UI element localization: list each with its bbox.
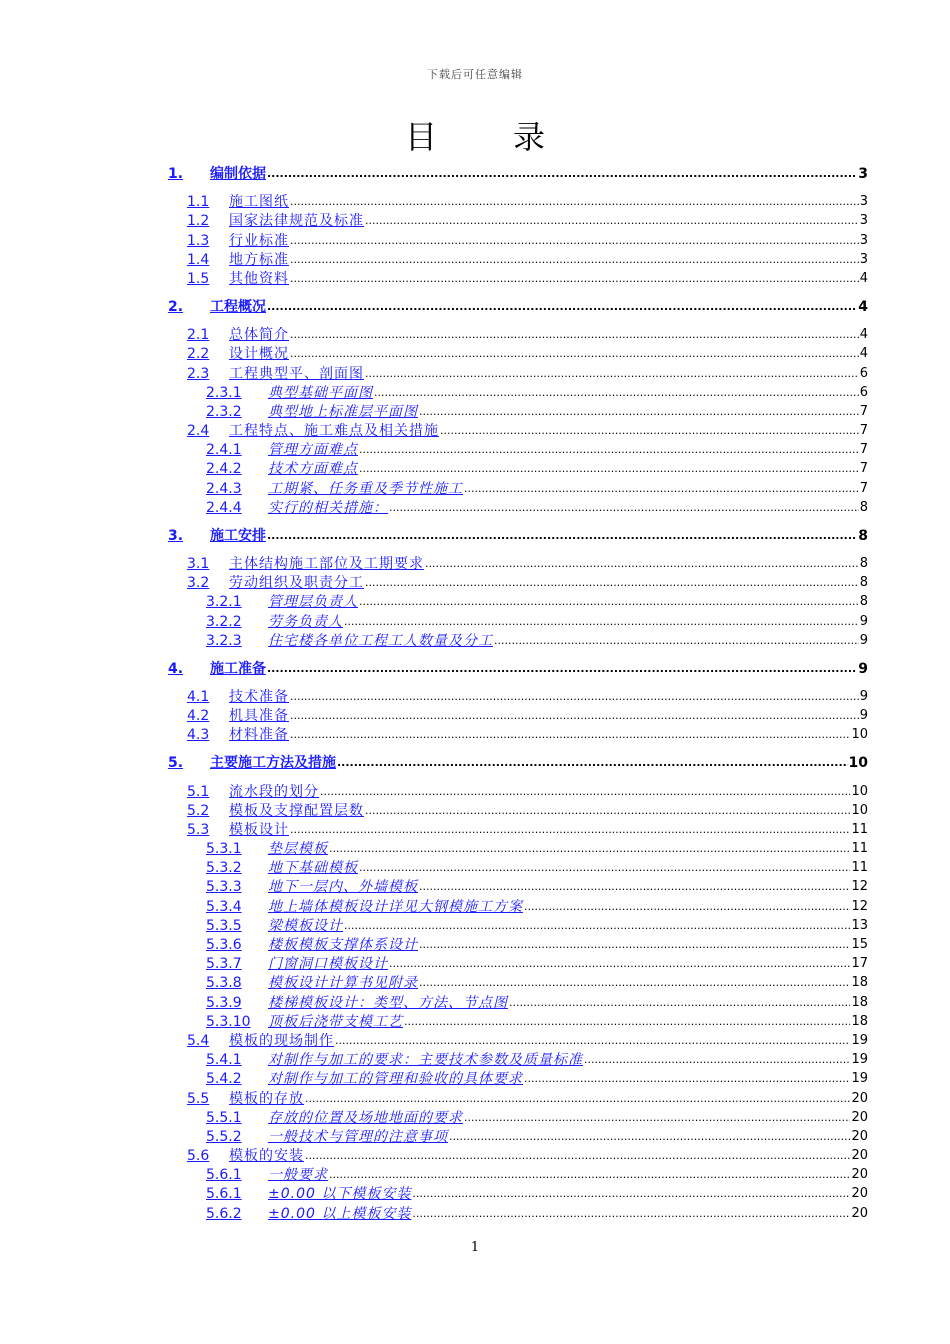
toc-dot-leader (404, 1013, 850, 1031)
toc-entry-number[interactable]: 2.4.2 (206, 461, 242, 478)
toc-entry[interactable] (168, 1069, 868, 1088)
toc-entry-page: 19 (851, 1032, 868, 1048)
toc-entry-title[interactable]: 其他资料 (229, 270, 289, 287)
toc-entry-page: 18 (851, 975, 868, 991)
toc-dot-leader (584, 1051, 850, 1069)
toc-entry-page: 11 (851, 860, 868, 876)
toc-dot-leader (267, 527, 857, 545)
toc-entry-page: 4 (859, 270, 868, 286)
toc-entry[interactable] (168, 164, 868, 183)
toc-entry-page: 12 (851, 898, 868, 914)
toc-entry-number[interactable]: 5.4.2 (206, 1071, 242, 1088)
toc-entry-page: 10 (851, 727, 868, 743)
toc-entry-title[interactable]: 流水段的划分 (229, 783, 319, 800)
toc-dot-leader (290, 345, 859, 363)
toc-entry[interactable] (168, 877, 868, 896)
toc-entry[interactable] (168, 478, 868, 497)
title-char-2: 录 (513, 118, 546, 156)
toc-entry-number[interactable]: 4. (168, 660, 184, 677)
toc-dot-leader (524, 898, 850, 916)
page-header: 下载后可任意编辑 (427, 68, 523, 81)
toc-dot-leader (419, 403, 859, 421)
toc-entry-number[interactable]: 5.5 (187, 1090, 210, 1107)
toc-entry-number[interactable]: 5.5.2 (206, 1128, 242, 1145)
page-number: 1 (470, 1240, 480, 1255)
toc-entry-title[interactable]: 模板设计计算书见附录 (268, 975, 418, 992)
toc-dot-leader (440, 422, 859, 440)
toc-entry-number[interactable]: 5.3.2 (206, 860, 242, 877)
toc-entry-page: 20 (851, 1148, 868, 1164)
toc-entry-number[interactable]: 5.3.7 (206, 956, 242, 973)
toc-entry[interactable] (168, 1050, 868, 1069)
toc-entry-title[interactable]: 技术方面难点 (268, 461, 358, 478)
toc-dot-leader (419, 878, 850, 896)
toc-dot-leader (267, 298, 857, 316)
toc-entry-page: 20 (851, 1090, 868, 1106)
toc-entry[interactable] (168, 753, 868, 772)
toc-entry-title[interactable]: 模板的存放 (229, 1090, 304, 1107)
toc-entry[interactable] (168, 363, 868, 382)
toc-dot-leader (267, 660, 857, 678)
toc-entry-title[interactable]: 存放的位置及场地地面的要求 (268, 1109, 463, 1126)
toc-entry-page: 18 (851, 994, 868, 1010)
toc-entry[interactable] (168, 706, 868, 725)
toc-entry[interactable] (168, 973, 868, 992)
toc-entry-number[interactable]: 4.2 (187, 708, 210, 725)
toc-entry-page: 15 (851, 937, 868, 952)
toc-entry-number[interactable]: 5.6.2 (206, 1205, 242, 1222)
toc-entry-title[interactable]: 一般要求 (268, 1167, 328, 1184)
toc-entry-page: 7 (859, 423, 868, 439)
toc-entry[interactable] (168, 954, 868, 973)
toc-entry-number[interactable]: 5.3.3 (206, 879, 242, 896)
toc-dot-leader (464, 1109, 850, 1127)
toc-entry-title[interactable]: ±0.00 以上模板安装 (268, 1205, 412, 1222)
toc-entry[interactable] (168, 935, 868, 954)
toc-dot-leader (337, 754, 848, 772)
toc-entry[interactable] (168, 498, 868, 517)
toc-entry-title[interactable]: 主体结构施工部位及工期要求 (229, 556, 424, 572)
toc-entry-number[interactable]: 3.2.3 (206, 632, 242, 649)
toc-entry-title[interactable]: 管理层负责人 (268, 594, 358, 611)
toc-dot-leader (290, 726, 850, 744)
toc-entry-number[interactable]: 5.3.10 (206, 1013, 251, 1030)
toc-dot-leader (290, 707, 859, 725)
toc-entry-page: 18 (851, 1013, 868, 1029)
toc-entry-title[interactable]: 总体简介 (229, 327, 289, 344)
toc-entry-page: 3 (859, 213, 868, 229)
toc-entry-title[interactable]: 主要施工方法及措施 (210, 755, 336, 772)
toc-entry-number[interactable]: 5.3.6 (206, 937, 242, 953)
toc-entry-page: 7 (859, 442, 868, 458)
toc-entry[interactable] (168, 1184, 868, 1203)
toc-entry[interactable] (168, 1012, 868, 1031)
toc-entry-page: 8 (858, 527, 868, 544)
toc-entry-page: 7 (859, 480, 868, 496)
toc-dot-leader (494, 632, 859, 650)
toc-dot-leader (412, 1205, 850, 1223)
toc-entry-title[interactable]: 顶板后浇带支模工艺 (268, 1013, 403, 1030)
toc-entry[interactable] (168, 611, 868, 630)
toc-entry-title[interactable]: 劳务负责人 (268, 613, 343, 630)
toc-entry[interactable] (168, 269, 868, 288)
toc-entry-number[interactable]: 1.5 (187, 270, 210, 287)
toc-entry-number[interactable]: 3.1 (187, 556, 210, 572)
toc-entry-page: 9 (858, 660, 868, 677)
toc-entry-number[interactable]: 5. (168, 755, 184, 772)
toc-entry-number[interactable]: 1.4 (187, 251, 210, 268)
toc-dot-leader (335, 1032, 850, 1050)
toc-entry-title[interactable]: 材料准备 (229, 727, 289, 744)
title-char-1: 目 (404, 118, 437, 156)
toc-entry-page: 20 (851, 1128, 868, 1144)
toc-entry-title[interactable]: 工程特点、施工难点及相关措施 (229, 423, 439, 440)
toc-entry-page: 6 (859, 365, 868, 381)
toc-entry-number[interactable]: 3.2.1 (206, 594, 242, 611)
toc-dot-leader (365, 574, 859, 592)
toc-entry-page: 10 (848, 755, 868, 772)
toc-entry[interactable] (168, 896, 868, 915)
toc-dot-leader (374, 384, 859, 402)
toc-entry-number[interactable]: 3. (168, 527, 184, 544)
toc-entry-number[interactable]: 5.3.1 (206, 841, 242, 858)
toc-dot-leader (290, 232, 859, 250)
toc-entry-title[interactable]: 楼梯模板设计：类型、方法、节点图 (268, 994, 508, 1011)
toc-entry-title[interactable]: 劳动组织及职责分工 (229, 575, 364, 592)
toc-dot-leader (365, 802, 850, 820)
toc-entry-page: 3 (858, 166, 868, 182)
toc-entry-page: 20 (851, 1186, 868, 1202)
toc-entry[interactable] (168, 659, 868, 678)
toc-entry-number[interactable]: 2.3 (187, 365, 210, 382)
toc-entry[interactable] (168, 230, 868, 249)
toc-entry[interactable] (168, 916, 868, 935)
toc-entry-title[interactable]: 一般技术与管理的注意事项 (268, 1128, 448, 1145)
toc-entry-title[interactable]: 住宅楼各单位工程工人数量及分工 (268, 632, 493, 649)
toc-dot-leader (359, 441, 859, 459)
toc-entry-page: 10 (851, 802, 868, 818)
toc-entry-page: 17 (851, 956, 868, 972)
toc-dot-leader (419, 974, 850, 992)
toc-entry-title[interactable]: 门窗洞口模板设计 (268, 956, 388, 973)
toc-entry-number[interactable]: 1. (168, 166, 184, 182)
toc-entry-number[interactable]: 2.1 (187, 327, 210, 344)
toc-entry[interactable] (168, 554, 868, 573)
toc-entry[interactable] (168, 1031, 868, 1050)
toc-entry[interactable] (168, 781, 868, 800)
toc-entry[interactable] (168, 1088, 868, 1107)
toc-entry-title[interactable]: 模板的现场制作 (229, 1032, 334, 1049)
toc-entry[interactable] (168, 1146, 868, 1165)
toc-dot-leader (524, 1070, 850, 1088)
toc-entry[interactable] (168, 440, 868, 459)
toc-entry-title[interactable]: 楼板模板支撑体系设计 (268, 937, 418, 953)
toc-dot-leader (290, 326, 859, 344)
toc-entry-page: 20 (851, 1205, 868, 1221)
toc-entry[interactable] (168, 858, 868, 877)
toc-entry-page: 20 (851, 1167, 868, 1183)
toc-dot-leader (267, 165, 857, 183)
toc-dot-leader (509, 994, 850, 1012)
toc-entry-title[interactable]: 垫层模板 (268, 841, 328, 858)
toc-entry-number[interactable]: 5.5.1 (206, 1109, 242, 1126)
toc-entry-number[interactable]: 5.1 (187, 783, 210, 800)
toc-entry-page: 8 (859, 499, 868, 515)
toc-entry-number[interactable]: 2.4 (187, 423, 210, 440)
toc-entry-number[interactable]: 5.4.1 (206, 1052, 242, 1069)
toc-entry-title[interactable]: 典型基础平面图 (268, 384, 373, 401)
toc-entry-page: 12 (851, 879, 868, 895)
toc-entry-title[interactable]: 对制作与加工的管理和验收的具体要求 (268, 1071, 523, 1088)
toc-entry-number[interactable]: 3.2 (187, 575, 210, 592)
toc-entry-title[interactable]: 实行的相关措施： (268, 499, 388, 516)
toc-entry-page: 7 (859, 461, 868, 477)
toc-entry-title[interactable]: 工程概况 (210, 298, 266, 315)
toc-entry-page: 6 (859, 384, 868, 400)
toc-dot-leader (359, 460, 859, 478)
toc-entry-page: 19 (851, 1052, 868, 1068)
toc-entry-number[interactable]: 5.2 (187, 802, 210, 819)
toc-entry-title[interactable]: ±0.00 以下模板安装 (268, 1186, 412, 1203)
toc-entry-page: 11 (851, 821, 868, 837)
toc-entry-number[interactable]: 5.6.1 (206, 1167, 242, 1184)
toc-entry-number[interactable]: 5.3.9 (206, 994, 242, 1011)
toc-entry-title[interactable]: 地下基础模板 (268, 860, 358, 877)
toc-entry-number[interactable]: 2.3.2 (206, 403, 242, 420)
toc-entry[interactable] (168, 383, 868, 402)
toc-entry-page: 8 (859, 556, 868, 571)
toc-dot-leader (419, 936, 850, 954)
toc-entry-page: 3 (859, 232, 868, 248)
toc-entry-page: 3 (859, 251, 868, 267)
toc-entry-page: 3 (859, 194, 868, 210)
toc-entry-page: 4 (858, 298, 868, 315)
toc-entry-number[interactable]: 2.4.3 (206, 480, 242, 497)
toc-entry[interactable] (168, 801, 868, 820)
toc-entry[interactable] (168, 725, 868, 744)
toc-dot-leader (389, 955, 850, 973)
toc-entry-page: 8 (859, 575, 868, 591)
toc-entry[interactable] (168, 459, 868, 478)
toc-dot-leader (290, 821, 850, 839)
toc-entry[interactable] (168, 192, 868, 211)
toc-entry[interactable] (168, 344, 868, 363)
toc-entry-title[interactable]: 工期紧、任务重及季节性施工 (268, 480, 463, 497)
toc-entry-title[interactable]: 模板的安装 (229, 1148, 304, 1165)
toc-entry-page: 20 (851, 1109, 868, 1125)
toc-entry-number[interactable]: 2.4.4 (206, 499, 242, 516)
toc-entry[interactable] (168, 1203, 868, 1222)
toc-entry-title[interactable]: 对制作与加工的要求：主要技术参数及质量标准 (268, 1052, 583, 1069)
toc-entry-title[interactable]: 模板及支撑配置层数 (229, 802, 364, 819)
toc-entry-number[interactable]: 1.3 (187, 232, 210, 249)
toc-dot-leader (389, 499, 859, 517)
toc-entry-title[interactable]: 地上墙体模板设计详见大钢模施工方案 (268, 898, 523, 915)
toc-entry-page: 4 (859, 346, 868, 362)
toc-entry-number[interactable]: 5.3.5 (206, 917, 242, 934)
toc-entry-title[interactable]: 设计概况 (229, 346, 289, 363)
toc-entry-page: 4 (859, 327, 868, 343)
toc-entry-number[interactable]: 2.2 (187, 346, 210, 363)
toc-entry[interactable] (168, 1165, 868, 1184)
toc-dot-leader (290, 193, 859, 211)
toc-entry-title[interactable]: 工程典型平、剖面图 (229, 365, 364, 382)
toc-dot-leader (359, 593, 859, 611)
toc-entry[interactable] (168, 250, 868, 269)
toc-entry-title[interactable]: 施工图纸 (229, 194, 289, 211)
toc-entry-number[interactable]: 5.3.4 (206, 898, 242, 915)
toc-entry-title[interactable]: 国家法律规范及标准 (229, 213, 364, 230)
toc-entry-page: 11 (851, 841, 868, 857)
toc-dot-leader (290, 688, 859, 706)
toc-entry-title[interactable]: 地下一层内、外墙模板 (268, 879, 418, 896)
toc-entry-number[interactable]: 2.4.1 (206, 442, 242, 459)
toc-entry-number[interactable]: 5.6.1 (206, 1186, 242, 1203)
toc-entry-title[interactable]: 典型地上标准层平面图 (268, 403, 418, 420)
toc-dot-leader (290, 270, 859, 288)
toc-dot-leader (344, 917, 850, 935)
toc-entry[interactable] (168, 820, 868, 839)
toc-entry[interactable] (168, 573, 868, 592)
toc-dot-leader (305, 1090, 850, 1108)
toc-entry-page: 19 (851, 1071, 868, 1087)
toc-entry-page: 13 (851, 917, 868, 933)
toc-entry[interactable] (168, 839, 868, 858)
toc-entry-page: 8 (859, 594, 868, 610)
toc-entry[interactable] (168, 402, 868, 421)
toc-entry[interactable] (168, 631, 868, 650)
page-title (0, 112, 950, 158)
toc-entry[interactable] (168, 992, 868, 1011)
toc-entry-number[interactable]: 2. (168, 298, 184, 315)
toc-entry-number[interactable]: 4.3 (187, 727, 210, 744)
toc-entry-page: 9 (859, 708, 868, 724)
toc-dot-leader (425, 555, 859, 573)
toc-entry-title[interactable]: 梁模板设计 (268, 917, 343, 934)
toc-entry[interactable] (168, 1127, 868, 1146)
toc-entry[interactable] (168, 421, 868, 440)
toc-dot-leader (449, 1128, 850, 1146)
toc-entry-number[interactable]: 5.6 (187, 1148, 210, 1165)
toc-entry[interactable] (168, 592, 868, 611)
toc-dot-leader (359, 859, 850, 877)
toc-dot-leader (320, 783, 850, 801)
toc-entry-page: 9 (859, 688, 868, 704)
toc-entry[interactable] (168, 526, 868, 545)
toc-entry-title[interactable]: 机具准备 (229, 708, 289, 725)
toc-entry-number[interactable]: 4.1 (187, 688, 210, 705)
toc-entry-title[interactable]: 施工准备 (210, 660, 266, 677)
toc-dot-leader (290, 251, 859, 269)
toc-entry-title[interactable]: 施工安排 (210, 527, 266, 544)
toc-entry-page: 9 (859, 613, 868, 629)
toc-entry-number[interactable]: 5.4 (187, 1032, 210, 1049)
toc-dot-leader (464, 480, 859, 498)
table-of-contents (168, 163, 868, 1223)
toc-entry-page: 9 (859, 632, 868, 648)
toc-entry-title[interactable]: 管理方面难点 (268, 442, 358, 459)
toc-dot-leader (365, 212, 859, 230)
toc-entry-title[interactable]: 编制依据 (210, 166, 266, 182)
toc-entry[interactable] (168, 1108, 868, 1127)
toc-entry-title[interactable]: 模板设计 (229, 821, 289, 838)
toc-entry-number[interactable]: 1.1 (187, 194, 210, 211)
toc-entry[interactable] (168, 687, 868, 706)
toc-entry-title[interactable]: 行业标准 (229, 232, 289, 249)
toc-entry-page: 7 (859, 403, 868, 419)
toc-entry[interactable] (168, 297, 868, 316)
toc-entry-title[interactable]: 技术准备 (229, 688, 289, 705)
toc-entry-page: 10 (851, 783, 868, 799)
toc-dot-leader (365, 365, 859, 383)
toc-entry-number[interactable]: 5.3.8 (206, 975, 242, 992)
toc-dot-leader (305, 1147, 850, 1165)
toc-dot-leader (329, 840, 850, 858)
toc-entry[interactable] (168, 325, 868, 344)
toc-dot-leader (344, 613, 859, 631)
toc-entry-number[interactable]: 2.3.1 (206, 384, 242, 401)
toc-entry-number[interactable]: 3.2.2 (206, 613, 242, 630)
toc-entry[interactable] (168, 211, 868, 230)
toc-dot-leader (412, 1185, 850, 1203)
toc-entry-number[interactable]: 1.2 (187, 213, 210, 230)
toc-dot-leader (329, 1166, 850, 1184)
toc-entry-title[interactable]: 地方标准 (229, 251, 289, 268)
toc-entry-number[interactable]: 5.3 (187, 821, 210, 838)
